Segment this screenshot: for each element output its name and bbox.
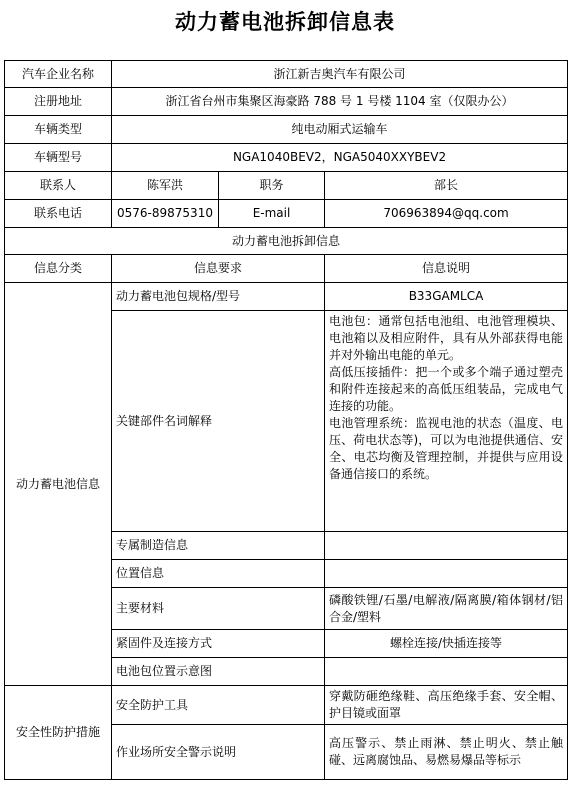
- battery-disassembly-table: [4, 60, 568, 780]
- company-value: 浙江新吉奥汽车有限公司: [112, 61, 568, 88]
- diagram-label: 电池包位置示意图: [112, 658, 325, 686]
- battery-info-category: 动力蓄电池信息: [5, 283, 112, 686]
- header-requirement: 信息要求: [112, 255, 325, 283]
- header-description: 信息说明: [325, 255, 568, 283]
- email-label: E-mail: [219, 200, 325, 228]
- phone-row: [5, 200, 568, 228]
- section-title: 动力蓄电池拆卸信息: [5, 228, 568, 255]
- warnings-label: 作业场所安全警示说明: [112, 725, 325, 780]
- vehicle-type-label: 车辆类型: [5, 116, 112, 144]
- materials-value: 磷酸铁锂/石墨/电解液/隔离膜/箱体钢材/铝合金/塑料: [325, 588, 568, 630]
- contact-value: 陈军洪: [112, 172, 219, 200]
- company-label: 汽车企业名称: [5, 61, 112, 88]
- contact-label: 联系人: [5, 172, 112, 200]
- section-title-row: [5, 228, 568, 255]
- role-label: 职务: [219, 172, 325, 200]
- manufacture-value: [325, 532, 568, 560]
- terms-description: [325, 311, 568, 532]
- page-title: 动力蓄电池拆卸信息表: [175, 10, 395, 34]
- pack-spec-label: 动力蓄电池包规格/型号: [112, 283, 325, 311]
- warnings-value: 高压警示、禁止雨淋、禁止明火、禁止触碰、远离腐蚀品、易燃易爆品等标示: [325, 725, 568, 780]
- vehicle-type-value: 纯电动厢式运输车: [112, 116, 568, 144]
- safety-category: 安全性防护措施: [5, 686, 112, 780]
- email-value: 706963894@qq.com: [325, 200, 568, 228]
- term-connector: 高低压接插件：把一个或多个端子通过塑壳和附件连接起来的高低压组装品，完成电气连接的功能。: [329, 365, 564, 413]
- phone-value: 0576-89875310: [112, 200, 219, 228]
- fasteners-label: 紧固件及连接方式: [112, 630, 325, 658]
- tools-value: 穿戴防砸绝缘鞋、高压绝缘手套、安全帽、护目镜或面罩: [325, 686, 568, 725]
- address-value: 浙江省台州市集聚区海豪路 788 号 1 号楼 1104 室（仅限办公）: [112, 88, 568, 116]
- address-label: 注册地址: [5, 88, 112, 116]
- phone-label: 联系电话: [5, 200, 112, 228]
- header-category: 信息分类: [5, 255, 112, 283]
- tools-label: 安全防护工具: [112, 686, 325, 725]
- pack-spec-row: [5, 283, 568, 311]
- address-row: [5, 88, 568, 116]
- company-row: [5, 61, 568, 88]
- manufacture-label: 专属制造信息: [112, 532, 325, 560]
- location-label: 位置信息: [112, 560, 325, 588]
- vehicle-model-row: [5, 144, 568, 172]
- vehicle-model-label: 车辆型号: [5, 144, 112, 172]
- location-value: [325, 560, 568, 588]
- vehicle-model-value: NGA1040BEV2，NGA5040XXYBEV2: [112, 144, 568, 172]
- header-row: [5, 255, 568, 283]
- pack-spec-value: B33GAMLCA: [325, 283, 568, 311]
- tools-row: [5, 686, 568, 725]
- fasteners-value: 螺栓连接/快插连接等: [325, 630, 568, 658]
- vehicle-type-row: [5, 116, 568, 144]
- materials-label: 主要材料: [112, 588, 325, 630]
- contact-row: [5, 172, 568, 200]
- diagram-value: [325, 658, 568, 686]
- term-battery-pack: 电池包：通常包括电池组、电池管理模块、电池箱以及相应附件，具有从外部获得电能并对外输出电能的单元。: [329, 314, 564, 362]
- role-value: 部长: [325, 172, 568, 200]
- terms-label: 关键部件名词解释: [112, 311, 325, 532]
- term-bms: 电池管理系统：监视电池的状态（温度、电压、荷电状态等)，可以为电池提供通信、安全、电芯均衡及管理控制，并提供与应用设备通信接口的系统。: [329, 416, 564, 481]
